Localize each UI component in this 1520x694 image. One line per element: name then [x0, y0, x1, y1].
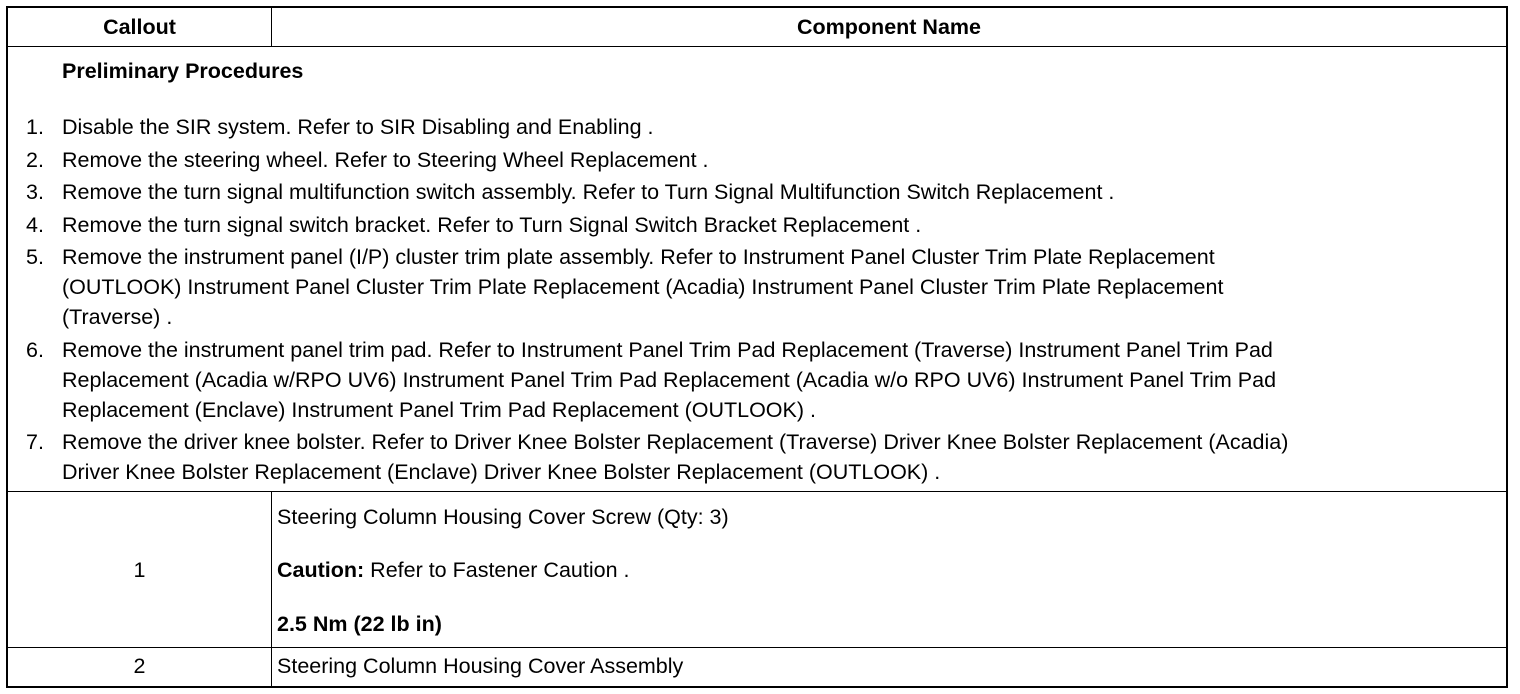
- row-divider: [7, 647, 1507, 648]
- step-item: [26, 112, 1496, 142]
- column-divider: [271, 491, 272, 687]
- step-item: [26, 242, 1496, 332]
- step-text-line: Replacement (Acadia w/RPO UV6) Instrument Panel Trim Pad Replacement (Acadia w/o RPO UV6) Instrument Panel Trim Pad: [62, 367, 1277, 392]
- step-number: 1.: [26, 115, 44, 139]
- caution-text: Refer to Fastener Caution .: [364, 558, 630, 582]
- step-number: 3.: [26, 180, 44, 204]
- step-number: 7.: [26, 430, 44, 454]
- preliminary-title: Preliminary Procedures: [62, 59, 304, 83]
- step-number: 6.: [26, 337, 44, 362]
- step-text: Disable the SIR system. Refer to SIR Disabling and Enabling .: [62, 115, 654, 139]
- component-name-cell: Steering Column Housing Cover Assembly: [277, 654, 684, 678]
- step-text-line: Driver Knee Bolster Replacement (Enclave) Driver Knee Bolster Replacement (OUTLOOK) .: [62, 460, 941, 484]
- step-number: 5.: [26, 245, 44, 269]
- step-item: [26, 427, 1496, 487]
- step-text-line: Remove the driver knee bolster. Refer to Driver Knee Bolster Replacement (Traverse) Driver Knee Bolster Replacement (Acadia): [62, 430, 1289, 454]
- caution-note: [277, 555, 629, 585]
- preliminary-steps-list: [26, 112, 1496, 490]
- step-item: [26, 210, 1496, 240]
- component-name-cell: Steering Column Housing Cover Screw (Qty: 3): [277, 505, 729, 529]
- step-text-line: (OUTLOOK) Instrument Panel Cluster Trim Plate Replacement (Acadia) Instrument Panel Cluster Trim Plate Replacement: [62, 275, 1224, 299]
- step-text-line: (Traverse) .: [62, 305, 173, 329]
- step-text-line: Replacement (Enclave) Instrument Panel Trim Pad Replacement (OUTLOOK) .: [62, 397, 816, 422]
- caution-label: Caution:: [277, 558, 365, 582]
- step-text: Remove the steering wheel. Refer to Steering Wheel Replacement .: [62, 147, 709, 172]
- step-number: 2.: [26, 147, 44, 172]
- callout-cell: 1: [133, 558, 146, 582]
- header-divider: [7, 46, 1507, 47]
- header-component-name: Component Name: [797, 15, 981, 39]
- step-text-line: Remove the instrument panel (I/P) cluster trim plate assembly. Refer to Instrument Panel Cluster Trim Plate Replacement: [62, 245, 1215, 269]
- header-callout: Callout: [103, 15, 176, 39]
- callout-cell: 2: [133, 654, 146, 678]
- step-number: 4.: [26, 212, 44, 237]
- step-item: [26, 145, 1496, 175]
- torque-spec: 2.5 Nm (22 lb in): [277, 612, 442, 636]
- step-text: Remove the turn signal switch bracket. Refer to Turn Signal Switch Bracket Replacement .: [62, 212, 922, 237]
- row-divider: [7, 491, 1507, 492]
- step-text: Remove the turn signal multifunction switch assembly. Refer to Turn Signal Multifunction Switch Replacement .: [62, 180, 1115, 204]
- step-item: [26, 335, 1496, 425]
- step-text-line: Remove the instrument panel trim pad. Refer to Instrument Panel Trim Pad Replacement (Traverse) Instrument Panel Trim Pad: [62, 337, 1273, 362]
- step-item: [26, 177, 1496, 207]
